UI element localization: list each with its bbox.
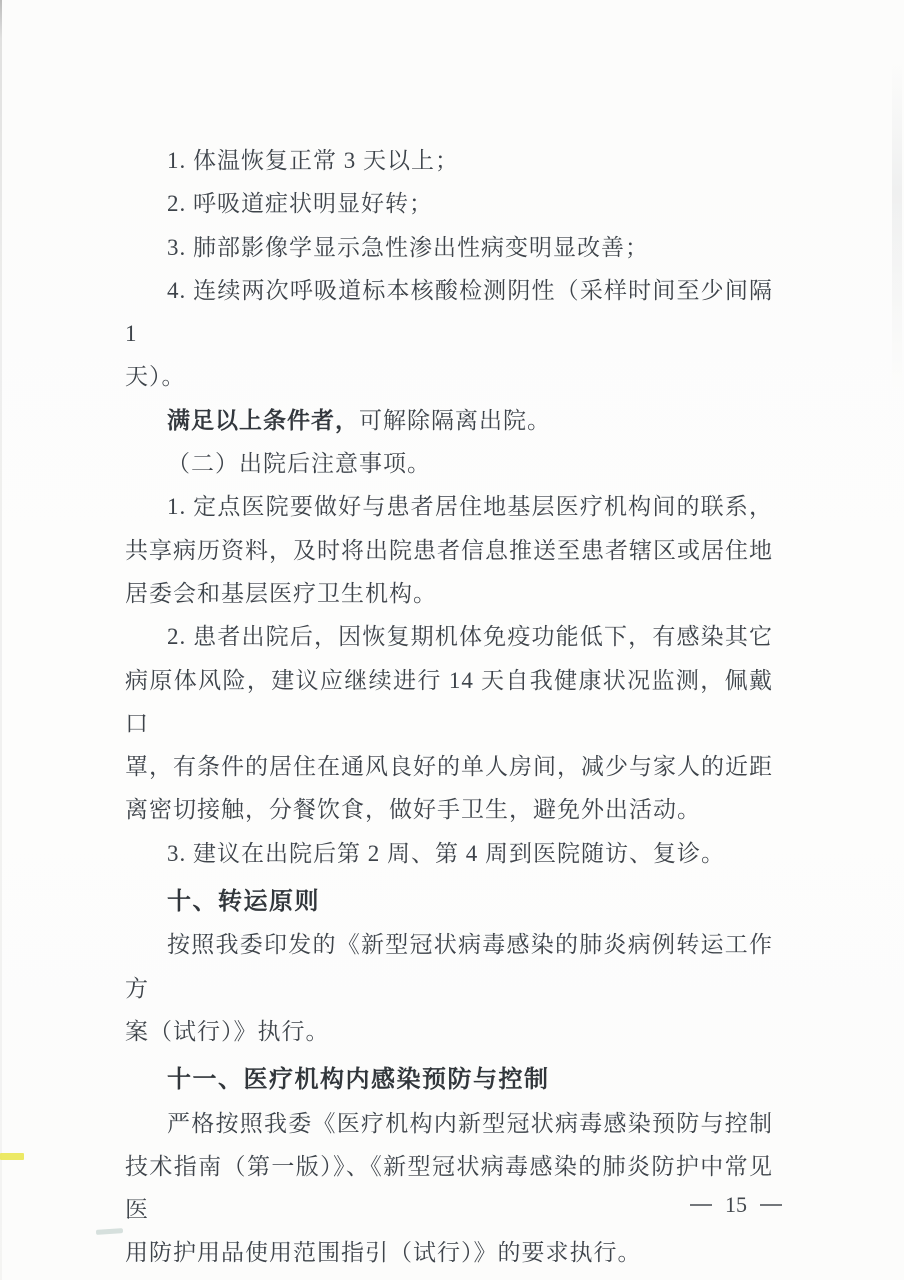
- discharge-criterion-2: 2. 呼吸道症状明显好转；: [167, 191, 433, 217]
- section-10-heading: 十、转运原则: [167, 888, 320, 916]
- discharge-criterion-4-continued: 天）。: [125, 364, 186, 390]
- post-discharge-item-2-line-2: 病原体风险，建议应继续进行 14 天自我健康状况监测，佩戴口: [125, 667, 773, 736]
- post-discharge-item-1-line-1: 1. 定点医院要做好与患者居住地基层医疗机构间的联系，: [167, 494, 773, 520]
- section-11-heading: 十一、医疗机构内感染预防与控制: [167, 1066, 550, 1094]
- post-discharge-item-3: 3. 建议在出院后第 2 周、第 4 周到医院随访、复诊。: [167, 840, 725, 866]
- transfer-principle-line-1: 按照我委印发的《新型冠状病毒感染的肺炎病例转运工作方: [125, 932, 773, 1001]
- page-number-dash-left: [690, 1204, 712, 1206]
- infection-control-line-1: 严格按照我委《医疗机构内新型冠状病毒感染预防与控制: [167, 1110, 773, 1136]
- post-discharge-item-1-line-3: 居委会和基层医疗卫生机构。: [125, 580, 437, 606]
- bold-phrase: 满足以上条件者，: [167, 407, 359, 433]
- subsection-2-title: （二）出院后注意事项。: [167, 451, 431, 477]
- post-discharge-item-2-line-3: 罩，有条件的居住在通风良好的单人房间，减少与家人的近距: [125, 754, 773, 780]
- infection-control-line-3: 用防护用品使用范围指引（试行）》的要求执行。: [125, 1240, 642, 1266]
- scan-smudge: [892, 60, 902, 390]
- post-discharge-item-2-line-4: 离密切接触，分餐饮食，做好手卫生，避免外出活动。: [125, 797, 701, 823]
- conclusion-rest: 可解除隔离出院。: [359, 407, 551, 433]
- discharge-criterion-1: 1. 体温恢复正常 3 天以上；: [167, 148, 459, 173]
- discharge-criterion-3: 3. 肺部影像学显示急性渗出性病变明显改善；: [167, 234, 649, 260]
- transfer-principle-line-2: 案（试行）》执行。: [125, 1018, 330, 1044]
- discharge-conclusion: [125, 399, 773, 442]
- scan-edge-shadow: [0, 0, 2, 1280]
- post-discharge-item-1-line-2: 共享病历资料，及时将出院患者信息推送至患者辖区或居住地: [125, 537, 773, 563]
- post-discharge-item-2-line-1: 2. 患者出院后，因恢复期机体免疫功能低下，有感染其它: [167, 624, 773, 650]
- scan-artifact-yellow-mark: [0, 1153, 24, 1160]
- page-number-dash-right: [760, 1204, 782, 1206]
- scan-artifact-teal-mark: [96, 1228, 123, 1235]
- discharge-criterion-4: 4. 连续两次呼吸道标本核酸检测阴性（采样时间至少间隔 1: [125, 277, 773, 347]
- document-body: [125, 139, 773, 1275]
- page-number-value: 15: [725, 1192, 747, 1217]
- infection-control-line-2: 技术指南（第一版）》、《新型冠状病毒感染的肺炎防护中常见医: [125, 1153, 773, 1223]
- page-number: [690, 1194, 782, 1216]
